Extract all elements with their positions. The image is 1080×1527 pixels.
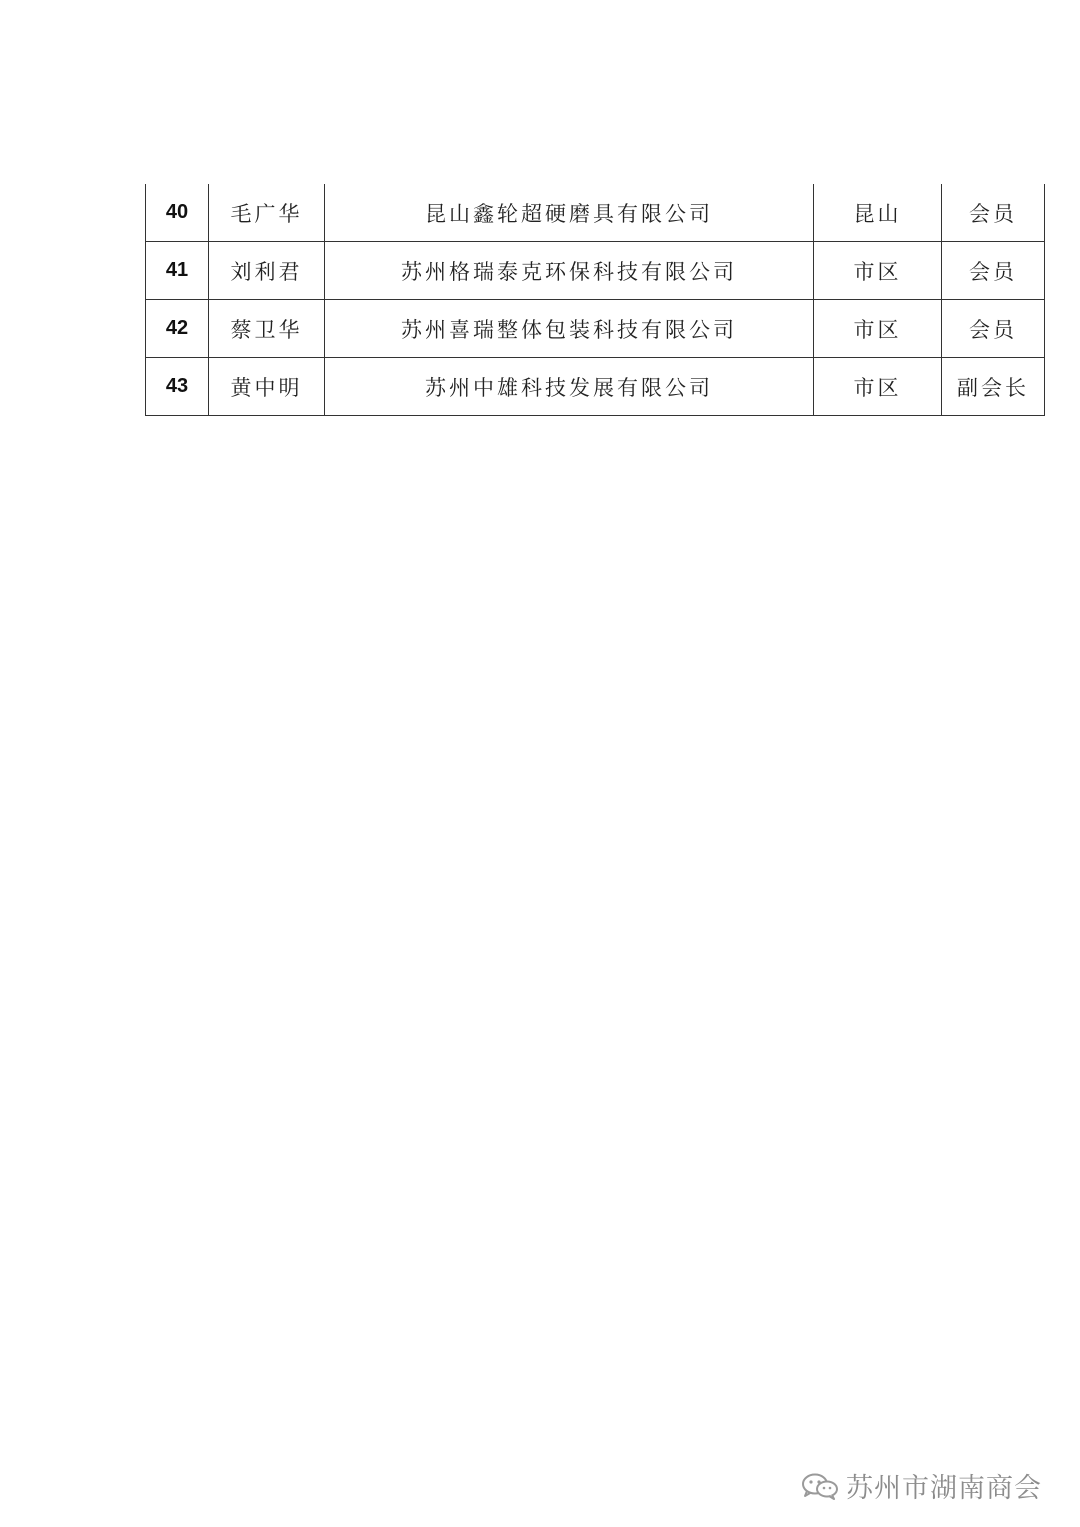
source-watermark [800, 1466, 1042, 1505]
member-name: 黄中明 [209, 358, 325, 416]
wechat-icon [800, 1472, 840, 1500]
row-number: 43 [146, 358, 209, 416]
member-role: 会员 [942, 184, 1045, 242]
member-name: 毛广华 [209, 184, 325, 242]
region: 市区 [814, 242, 942, 300]
table-row [146, 358, 1045, 416]
table-row [146, 242, 1045, 300]
member-role: 副会长 [942, 358, 1045, 416]
company-name: 苏州格瑞泰克环保科技有限公司 [325, 242, 814, 300]
table-row [146, 300, 1045, 358]
region: 市区 [814, 300, 942, 358]
row-number: 40 [146, 184, 209, 242]
member-role: 会员 [942, 242, 1045, 300]
company-name: 苏州喜瑞整体包装科技有限公司 [325, 300, 814, 358]
member-name: 蔡卫华 [209, 300, 325, 358]
member-role: 会员 [942, 300, 1045, 358]
region: 市区 [814, 358, 942, 416]
company-name: 昆山鑫轮超硬磨具有限公司 [325, 184, 814, 242]
member-table [145, 184, 1045, 416]
watermark-text: 苏州市湖南商会 [846, 1473, 1042, 1504]
member-name: 刘利君 [209, 242, 325, 300]
region: 昆山 [814, 184, 942, 242]
table-row [146, 184, 1045, 242]
company-name: 苏州中雄科技发展有限公司 [325, 358, 814, 416]
row-number: 41 [146, 242, 209, 300]
row-number: 42 [146, 300, 209, 358]
